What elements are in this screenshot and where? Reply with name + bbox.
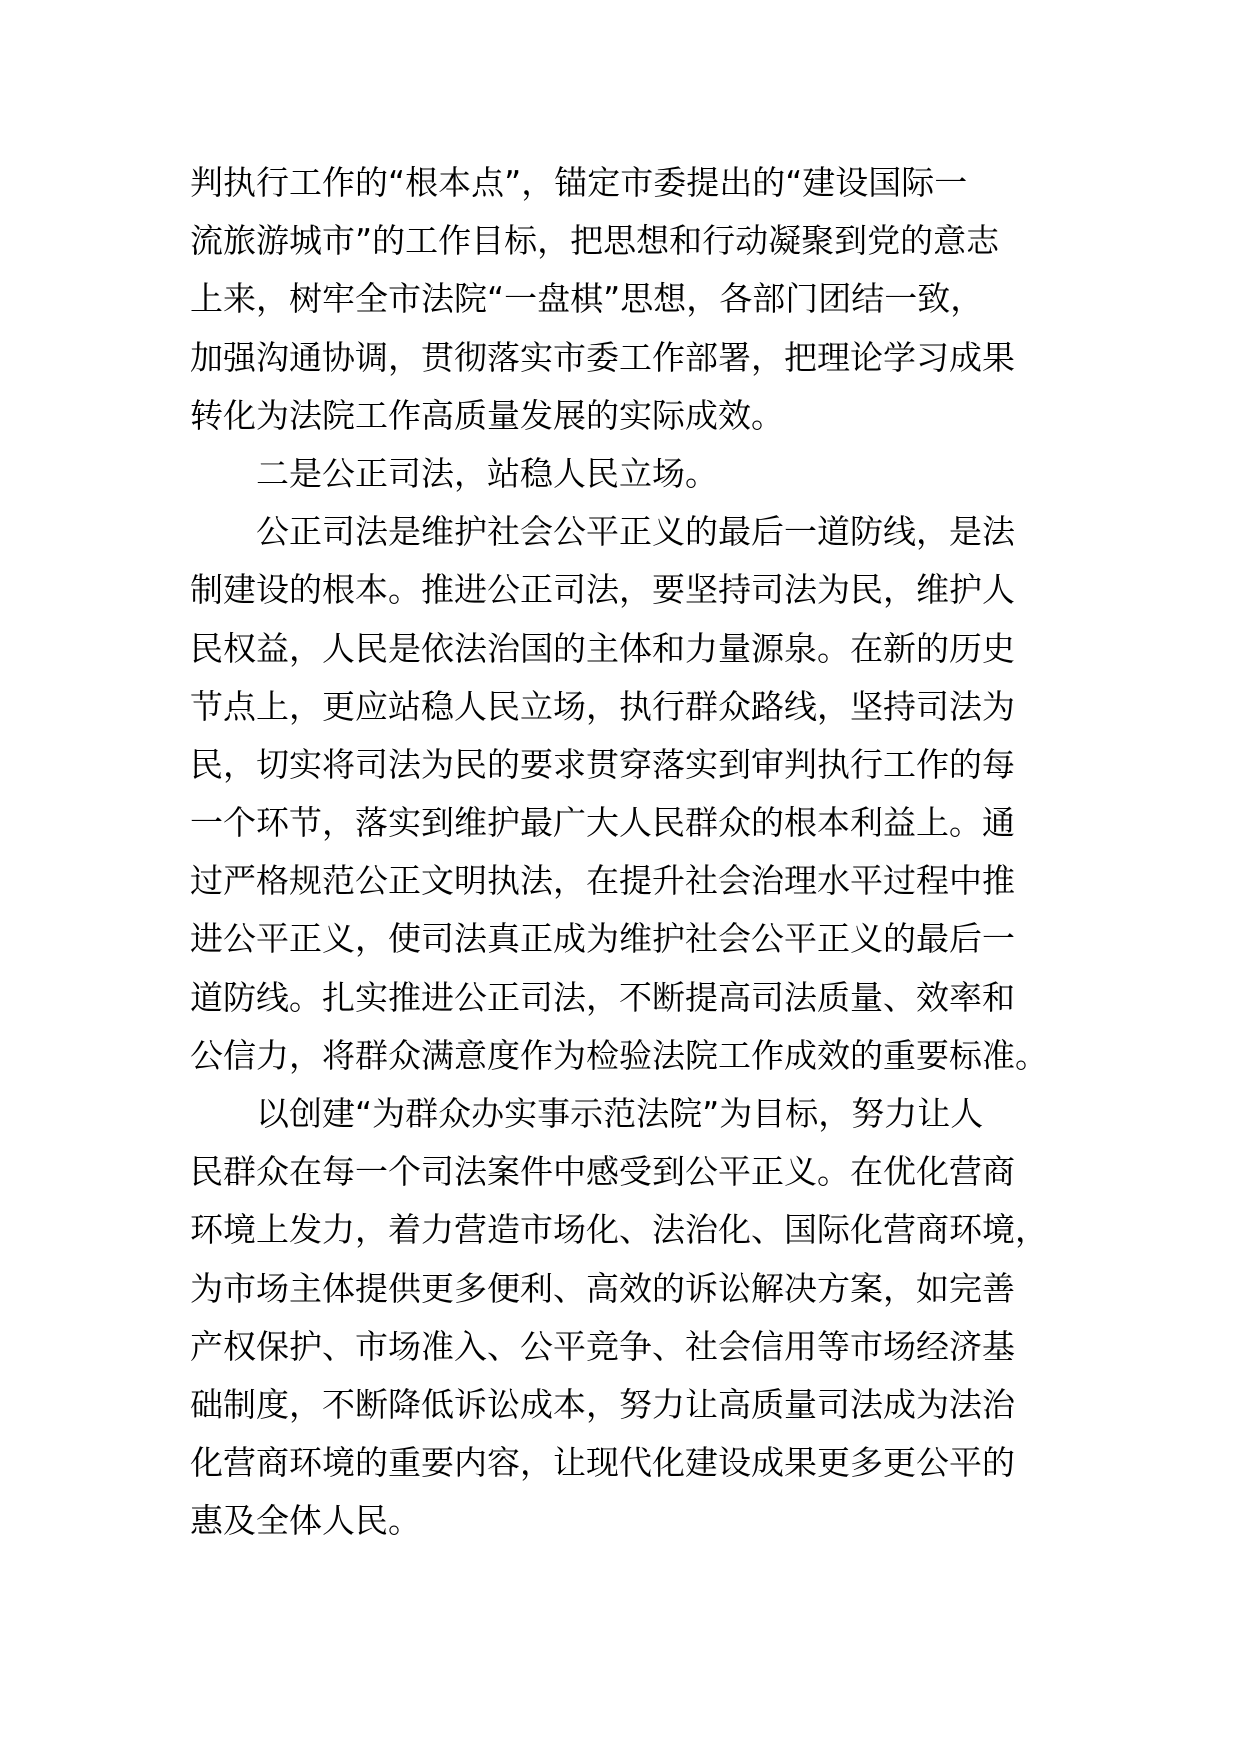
text-line: 民群众在每一个司法案件中感受到公平正义。在优化营商 <box>190 1152 1015 1192</box>
text-line: 公正司法是维护社会公平正义的最后一道防线，是法 <box>256 512 1015 552</box>
text-line: 进公平正义，使司法真正成为维护社会公平正义的最后一 <box>190 919 1015 959</box>
text-line: 一个环节，落实到维护最广大人民群众的根本利益上。通 <box>190 803 1015 843</box>
body-text <box>190 154 1090 1551</box>
text-line: 制建设的根本。推进公正司法，要坚持司法为民，维护人 <box>190 570 1015 610</box>
text-line: 转化为法院工作高质量发展的实际成效。 <box>190 395 784 435</box>
text-line: 惠及全体人民。 <box>190 1501 421 1541</box>
text-line: 道防线。扎实推进公正司法，不断提高司法质量、效率和 <box>190 977 1015 1017</box>
text-line: 环境上发力，着力营造市场化、法治化、国际化营商环境， <box>190 1210 1048 1250</box>
text-line: 产权保护、市场准入、公平竞争、社会信用等市场经济基 <box>190 1326 1015 1366</box>
text-line: 以创建“为群众办实事示范法院”为目标，努力让人 <box>256 1094 984 1133</box>
text-line: 为市场主体提供更多便利、高效的诉讼解决方案，如完善 <box>190 1268 1015 1308</box>
text-line: 过严格规范公正文明执法，在提升社会治理水平过程中推 <box>190 861 1015 901</box>
text-line: 民，切实将司法为民的要求贯穿落实到审判执行工作的每 <box>190 744 1015 784</box>
text-line: 础制度，不断降低诉讼成本，努力让高质量司法成为法治 <box>190 1384 1015 1424</box>
text-line: 化营商环境的重要内容，让现代化建设成果更多更公平的 <box>190 1443 1015 1483</box>
section-heading: 二是公正司法，站稳人民立场。 <box>256 453 718 493</box>
text-line: 上来，树牢全市法院“一盘棋”思想，各部门团结一致， <box>190 279 984 319</box>
text-line: 公信力，将群众满意度作为检验法院工作成效的重要标准。 <box>190 1035 1048 1075</box>
text-line: 民权益，人民是依法治国的主体和力量源泉。在新的历史 <box>190 628 1015 668</box>
text-line: 判执行工作的“根本点”，锚定市委提出的“建设国际一 <box>190 163 968 202</box>
text-line: 流旅游城市”的工作目标，把思想和行动凝聚到党的意志 <box>190 221 1000 261</box>
text-line: 加强沟通协调，贯彻落实市委工作部署，把理论学习成果 <box>190 337 1015 377</box>
text-line: 节点上，更应站稳人民立场，执行群众路线，坚持司法为 <box>190 686 1015 726</box>
